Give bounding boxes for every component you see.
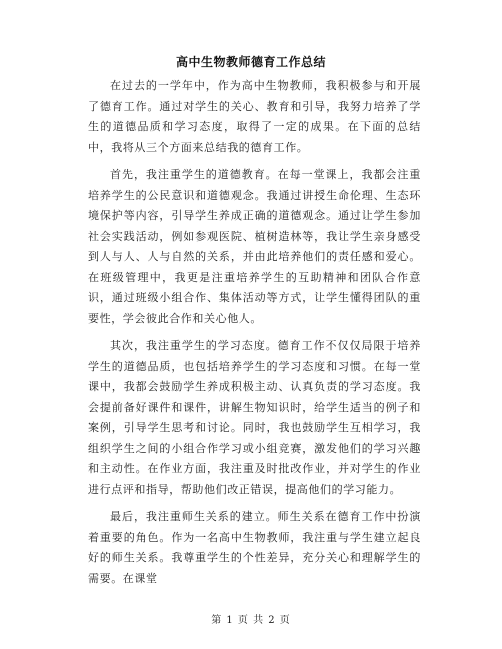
paragraph-moral-education: 首先，我注重学生的道德教育。在每一堂课上，我都会注重培养学生的公民意识和道德观念。我通过讲授生命伦理、生态环境保护等内容，引导学生养成正确的道德观念。通过让学生参加社会实践活动，例如参观医院、植树造林等，我让学生亲身感受到人与人、人与自然的关系，并由此培养他们的责任感和爱心。在班级管理中，我更是注重培养学生的互助精神和团队合作意识，通过班级小组合作、集体活动等方式，让学生懂得团队的重要性，学会彼此合作和关心他人。	[88, 168, 421, 325]
page-footer: 第 1 页 共 2 页	[211, 615, 291, 626]
paragraph-intro: 在过去的一学年中，作为高中生物教师，我积极参与和开展了德育工作。通过对学生的关心、教育和引导，我努力培养了学生的道德品质和学习态度，取得了一定的成果。在下面的总结中，我将从三个方面来总结我的德育工作。	[88, 79, 421, 154]
paragraph-learning-attitude: 其次，我注重学生的学习态度。德育工作不仅仅局限于培养学生的道德品质，也包括培养学生的学习态度和习惯。在每一堂课中，我都会鼓励学生养成积极主动、认真负责的学习态度。我会提前备好课件和课件，讲解生物知识时，给学生适当的例子和案例，引导学生思考和讨论。同时，我也鼓励学生互相学习，我组织学生之间的小组合作学习或小组竞赛，激发他们的学习兴趣和主动性。在作业方面，我注重及时批改作业，并对学生的作业进行点评和指导，帮助他们改正错误，提高他们的学习能力。	[88, 339, 421, 496]
document-body	[88, 76, 421, 596]
document-title: 高中生物教师德育工作总结	[175, 55, 326, 69]
paragraph-teacher-student-relationship: 最后，我注重师生关系的建立。师生关系在德育工作中扮演着重要的角色。作为一名高中生物教师，我注重与学生建立起良好的师生关系。我尊重学生的个性差异，充分关心和理解学生的需要。在课堂	[88, 510, 421, 585]
